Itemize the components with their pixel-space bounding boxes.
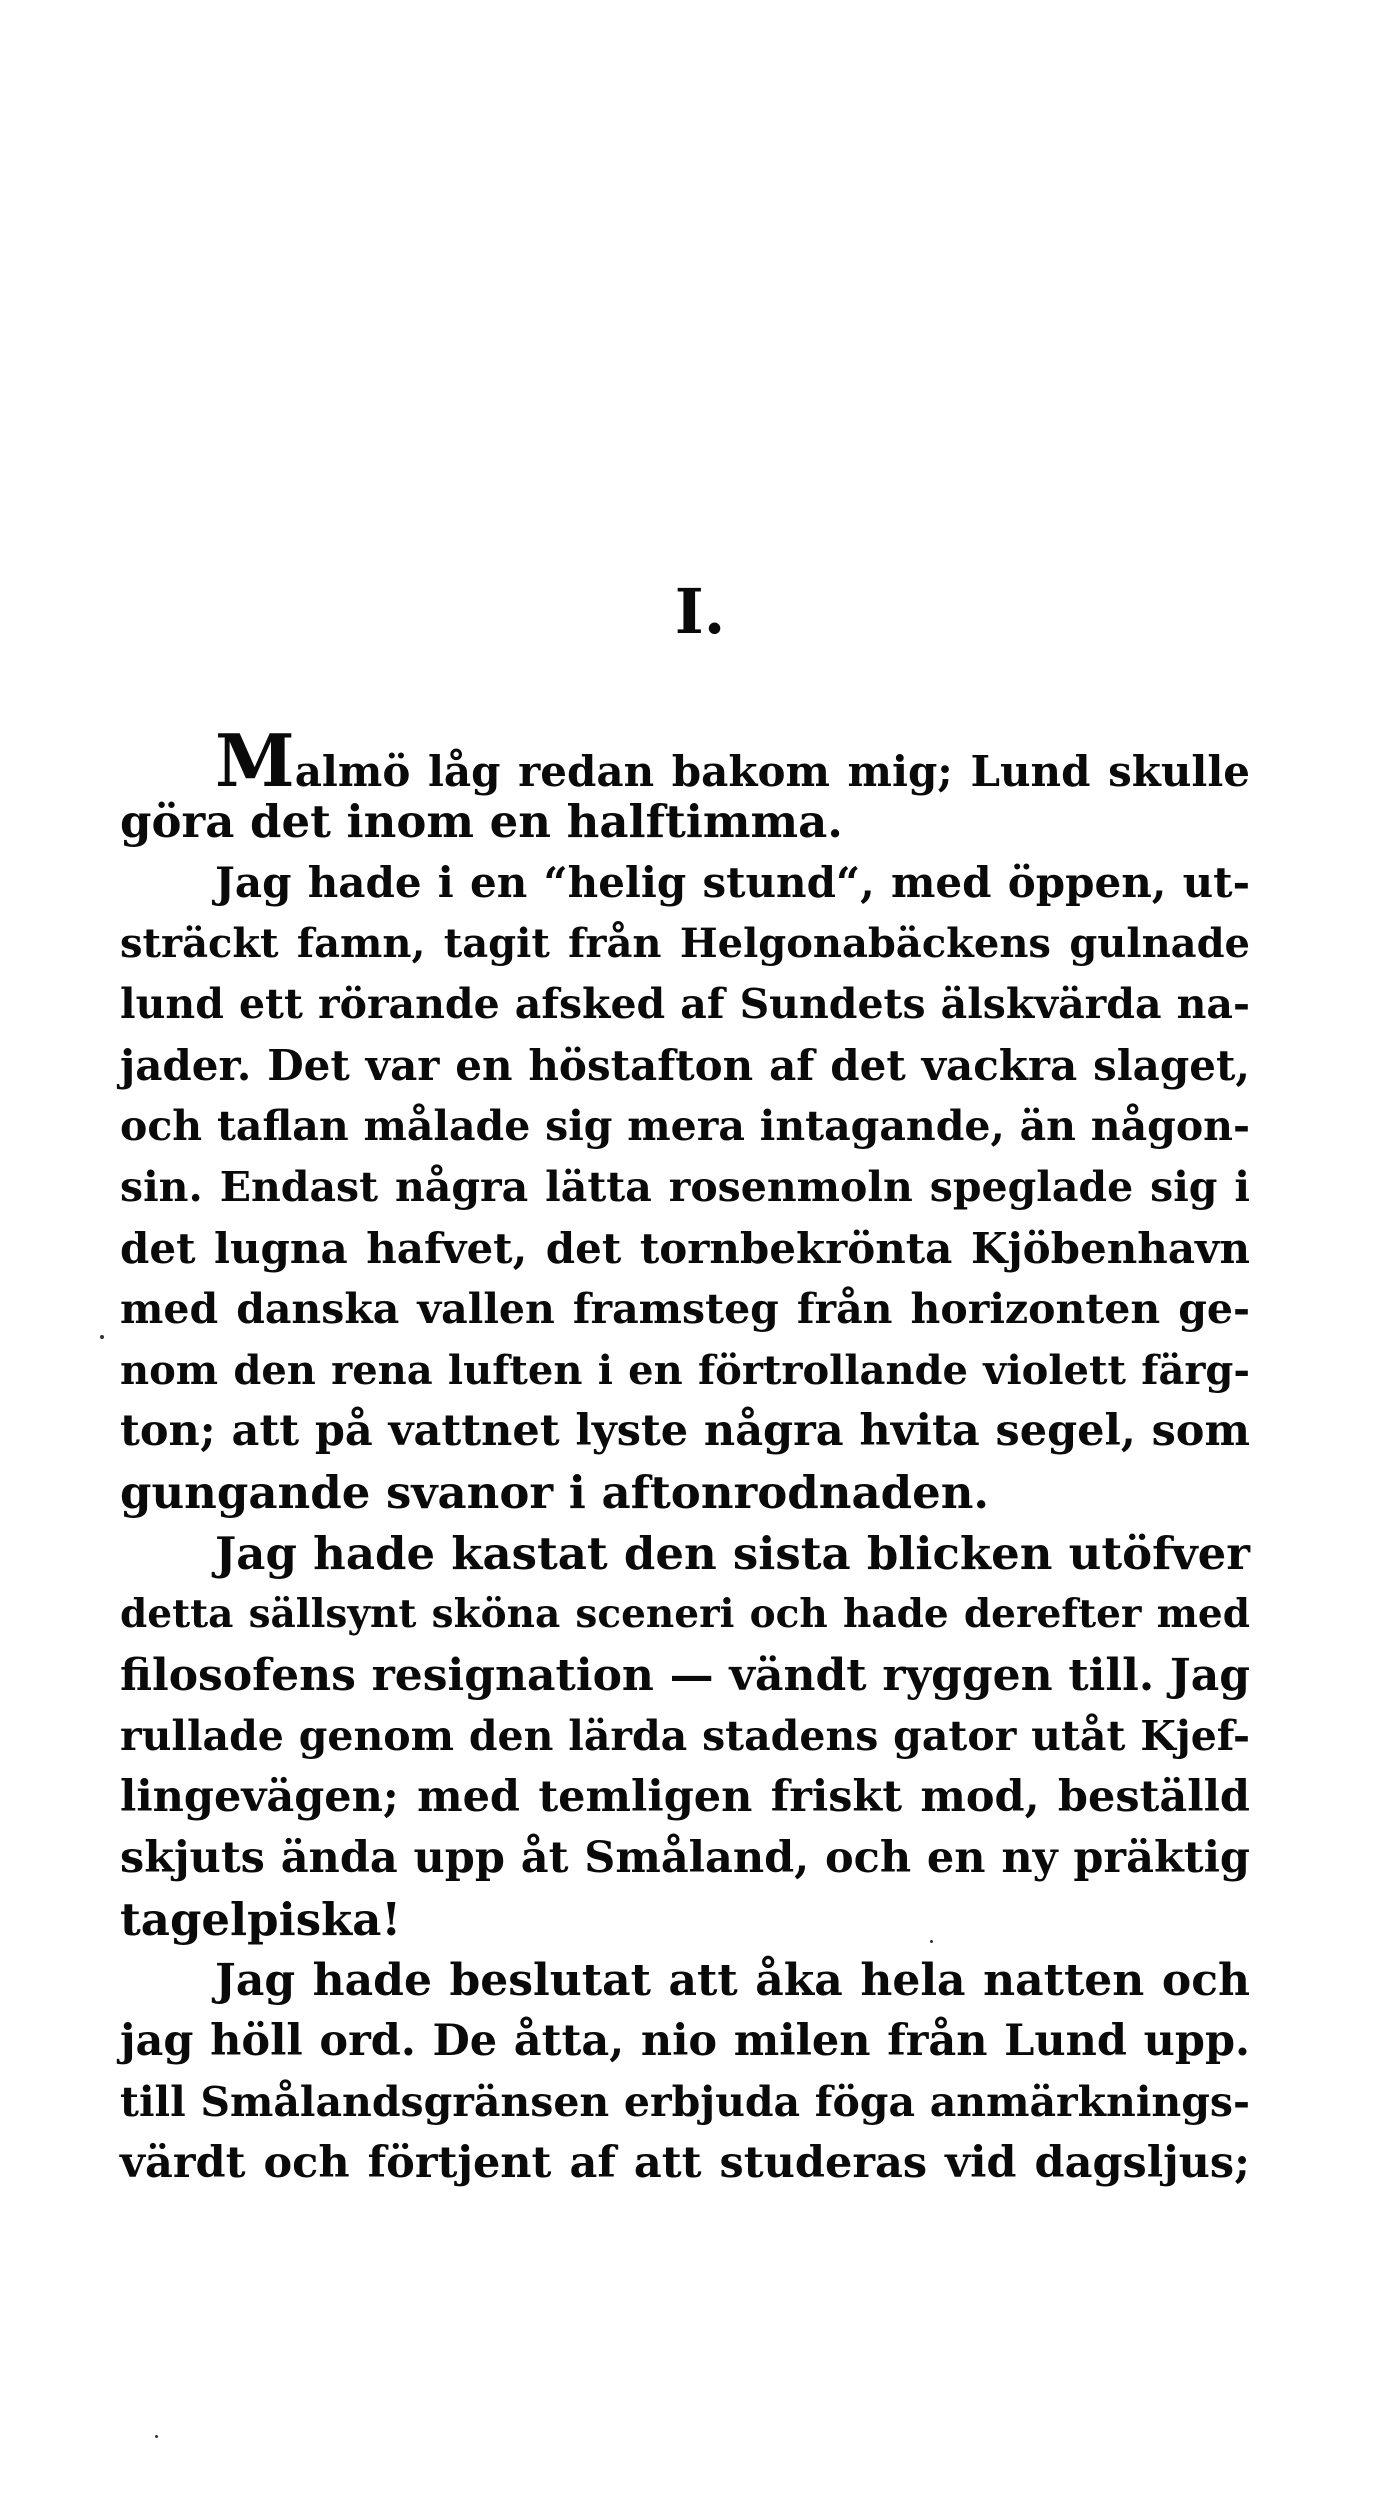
text-line: tagelpiska!	[120, 1893, 402, 1946]
text-line: Jag hade beslutat att åka hela natten och	[215, 1955, 1250, 2006]
text-line: filosofens resignation — vändt ryggen till. Jag	[120, 1650, 1250, 1701]
text-line: och taflan målade sig mera intagande, än någon-	[120, 1102, 1250, 1150]
text-line: ton; att på vattnet lyste några hvita segel, som	[120, 1406, 1250, 1456]
text-line: lingevägen; med temligen friskt mod, beställd	[120, 1772, 1250, 1822]
text-line: Jag hade kastat den sista blicken utöfver	[215, 1527, 1250, 1580]
text-line: till Smålandsgränsen erbjuda föga anmärknings-	[120, 2078, 1250, 2126]
text-line: Jag hade i en “helig stund“, med öppen, ut-	[215, 858, 1250, 907]
text-line: värdt och förtjent af att studeras vid dagsljus;	[120, 2138, 1250, 2188]
text-line: göra det inom en halftimma.	[120, 795, 843, 848]
text-line: nom den rena luften i en förtrollande violett färg-	[120, 1347, 1250, 1394]
chapter-number: I.	[674, 575, 726, 648]
print-speck	[155, 2435, 158, 2438]
text-line: jag höll ord. De åtta, nio milen från Lund upp.	[120, 2016, 1250, 2066]
text-line: detta sällsynt sköna sceneri och hade derefter med	[120, 1591, 1250, 1637]
text-line: rullade genom den lärda stadens gator utåt Kjef-	[120, 1712, 1250, 1760]
text-line: gungande svanor i aftonrodnaden.	[120, 1466, 990, 1519]
text-line: sin. Endast några lätta rosenmoln speglade sig i	[120, 1163, 1250, 1211]
text-line-content: almö låg redan bakom mig; Lund skulle	[294, 747, 1250, 796]
body-text	[120, 718, 1250, 2194]
print-speck	[100, 1335, 104, 1339]
text-line: med danska vallen framsteg från horizonten ge-	[120, 1285, 1250, 1333]
text-line: skjuts ända upp åt Småland, och en ny präktig	[120, 1833, 1250, 1883]
text-line	[120, 718, 1250, 803]
text-line: sträckt famn, tagit från Helgonabäckens gulnade	[120, 920, 1250, 967]
print-speck	[930, 1940, 933, 1943]
drop-cap: M	[215, 718, 295, 803]
text-line: det lugna hafvet, det tornbekrönta Kjöbenhavn	[120, 1224, 1250, 1273]
text-line: jader. Det var en höstafton af det vackra slaget,	[120, 1041, 1250, 1090]
text-line: lund ett rörande afsked af Sundets älskvärda na-	[120, 980, 1250, 1028]
